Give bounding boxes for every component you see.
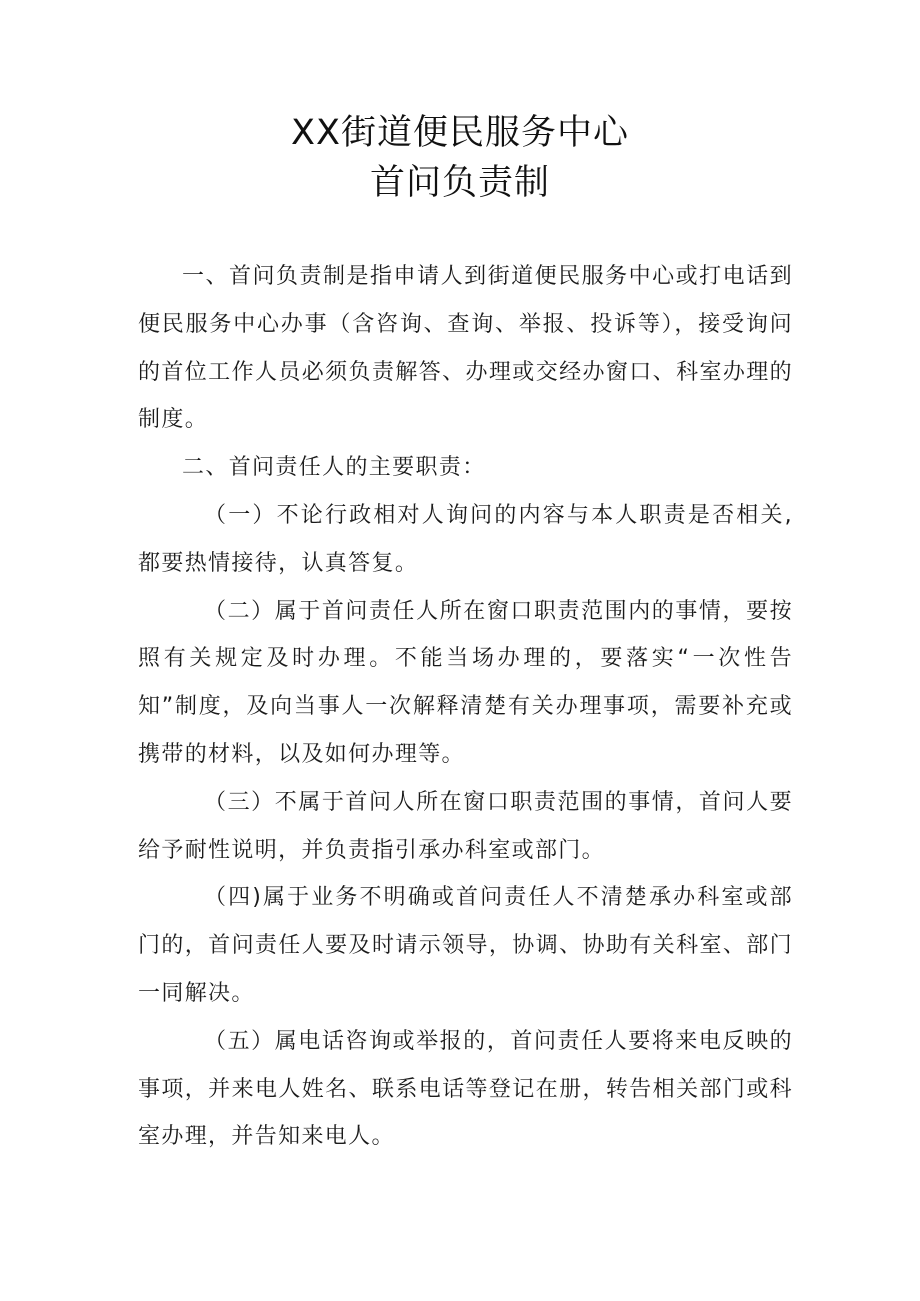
document-body — [138, 253, 793, 1161]
paragraph-definition: 一、首问负责制是指申请人到街道便民服务中心或打电话到便民服务中心办事（含咨询、查询、举报、投诉等），接受询问的首位工作人员必须负责解答、办理或交经办窗口、科室办理的制度。 — [138, 264, 793, 433]
title-line-2: 首问负责制 — [369, 163, 550, 203]
paragraph-duties-heading: 二、首问责任人的主要职责： — [182, 455, 486, 481]
paragraph-duty-1: （一）不论行政相对人询问的内容与本人职责是否相关,都要热情接待，认真答复。 — [138, 502, 793, 576]
paragraph-duty-4: （四)属于业务不明确或首问责任人不清楚承办科室或部门的，首问责任人要及时请示领导，协调、协助有关科室、部门一同解决。 — [138, 885, 793, 1006]
paragraph-duty-5: （五）属电话咨询或举报的，首问责任人要将来电反映的事项，并来电人姓名、联系电话等登记在册，转告相关部门或科室办理，并告知来电人。 — [138, 1028, 793, 1150]
title-line-1: XX街道便民服务中心 — [291, 113, 629, 153]
paragraph-duty-3: （三）不属于首问人所在窗口职责范围的事情，首问人要给予耐性说明，并负责指引承办科室或部门。 — [138, 789, 793, 863]
paragraph-duty-2: （二）属于首问责任人所在窗口职责范围内的事情，要按照有关规定及时办理。不能当场办理的，要落实“一次性告知”制度，及向当事人一次解释清楚有关办理事项，需要补充或携带的材料，以及如何办理等。 — [138, 598, 793, 767]
document-title — [0, 108, 920, 208]
